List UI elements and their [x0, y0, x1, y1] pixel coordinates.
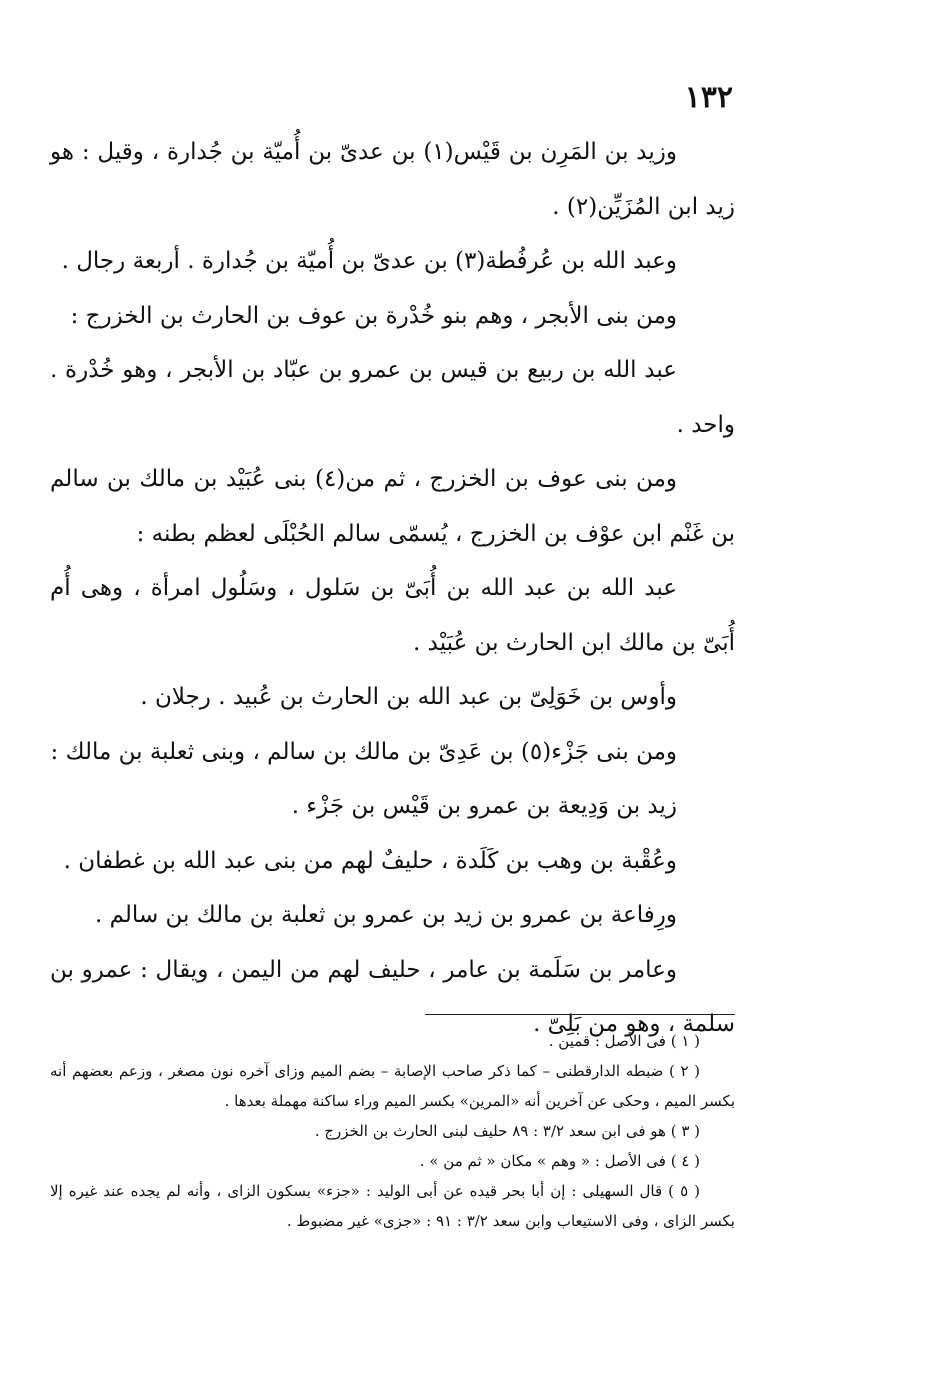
paragraph: وأوس بن خَوَلِىّ بن عبد الله بن الحارث بن عُبيد . رجلان . — [140, 684, 677, 710]
footnote-divider — [425, 1014, 735, 1015]
footnote: ( ٢ ) ضبطه الدارقطنى – كما ذكر صاحب الإصابة – بضم الميم وزاى آخره نون مصغر ، وزعم بعضهم أنه بكسر الميم ، وحكى عن آخرين أنه «المرين» بكسر الميم وراء ساكنة مهملة بعدها . — [50, 1062, 735, 1110]
paragraph: وزيد بن المَرِن بن قَيْس(١) بن عدىّ بن أُميّة بن جُدارة ، وقيل : هو زيد ابن المُزَيِّن(٢) . — [50, 139, 735, 220]
paragraph: عبد الله بن ربيع بن قيس بن عمرو بن عبّاد بن الأبجر ، وهو خُدْرة . واحد . — [50, 357, 735, 438]
paragraph: وعامر بن سَلَمة بن عامر ، حليف لهم من اليمن ، ويقال : عمرو بن سلمة ، وهو من بَلِىّ . — [50, 956, 735, 1037]
footnote: ( ٤ ) فى الأصل : « وهم » مكان « ثم من » . — [419, 1152, 700, 1170]
main-text — [50, 125, 735, 1052]
page-number: ١٣٢ — [684, 80, 733, 115]
paragraph: ومن بنى عوف بن الخزرج ، ثم من(٤) بنى عُبَيْد بن مالك بن سالم بن غَنْم ابن عوْف بن الخزرج ، يُسمّى سالم الحُبْلَى لعظم بطنه : — [50, 466, 735, 547]
paragraph: عبد الله بن عبد الله بن أُبَىّ بن سَلول ، وسَلُول امرأة ، وهى أُم أُبَىّ بن مالك ابن الحارث بن عُبَيْد . — [50, 575, 735, 656]
paragraph: وعبد الله بن عُرفُطة(٣) بن عدىّ بن أُميّة بن جُدارة . أربعة رجال . — [61, 248, 677, 274]
footnote: ( ٣ ) هو فى ابن سعد ٣/٢ : ٨٩ حليف لبنى الحارث بن الخزرج . — [314, 1122, 700, 1140]
footnote: ( ١ ) فى الأصل : قمين . — [548, 1032, 700, 1050]
footnote: ( ٥ ) قال السهيلى : إن أبا بحر قيده عن أبى الوليد : «جزء» بسكون الزاى ، وأنه لم يجده عند غيره إلا بكسر الزاى ، وفى الاستيعاب وابن سعد ٣/٢ : ٩١ : «جزى» غير مضبوط . — [50, 1182, 735, 1230]
footnotes — [50, 1026, 735, 1236]
paragraph: ومن بنى الأبجر ، وهم بنو خُدْرة بن عوف بن الحارث بن الخزرج : — [70, 302, 677, 329]
paragraph: زيد بن وَدِيعة بن عمرو بن قَيْس بن جَزْء . — [291, 793, 677, 819]
paragraph: ومن بنى جَزْء(٥) بن عَدِىّ بن مالك بن سالم ، وبنى ثعلبة بن مالك : — [50, 738, 677, 765]
paragraph: وعُقْبة بن وهب بن كَلَدة ، حليفٌ لهم من بنى عبد الله بن غطفان . — [63, 847, 677, 874]
paragraph: ورِفاعة بن عمرو بن زيد بن عمرو بن ثعلبة بن مالك بن سالم . — [95, 902, 677, 928]
